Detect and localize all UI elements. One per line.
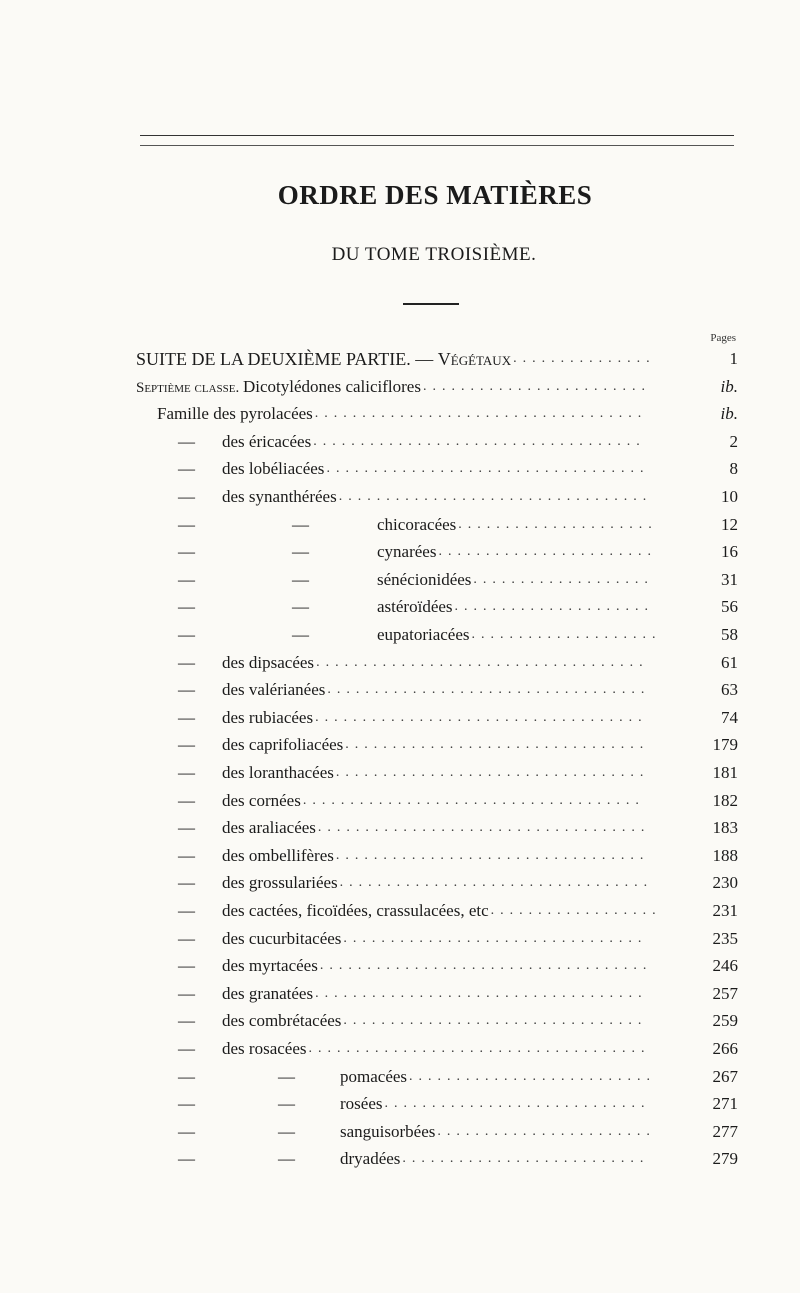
toc-entry-title: des cactées, ficoïdées, crassulacées, etc xyxy=(222,901,489,920)
ditto-dash: — xyxy=(178,459,195,479)
ditto-dash: — xyxy=(178,1011,195,1031)
page-number: 56 xyxy=(721,597,738,617)
page-number: 1 xyxy=(729,349,738,368)
dot-leader: ............... xyxy=(513,351,656,366)
ditto-dash-secondary: — xyxy=(292,625,309,644)
toc-entry xyxy=(0,512,800,538)
dot-leader: ................................... xyxy=(317,820,651,836)
toc-entry xyxy=(0,594,800,620)
dot-leader: ................................ xyxy=(345,737,650,753)
dot-leader: .................................... xyxy=(308,1041,651,1056)
page-number: 257 xyxy=(712,983,738,1003)
ditto-dash-secondary: — xyxy=(292,569,309,589)
toc-entry-title: des araliacées xyxy=(222,818,316,838)
dot-leader: ................................ xyxy=(343,1013,648,1029)
ditto-dash-secondary: — xyxy=(278,1149,295,1169)
ditto-dash: — xyxy=(178,763,195,782)
toc-entry xyxy=(0,926,800,952)
toc-entry-title: des combrétacées xyxy=(222,1011,342,1031)
ditto-dash: — xyxy=(178,431,195,451)
page-number: 61 xyxy=(721,652,738,672)
page-number: ib. xyxy=(720,376,738,396)
dot-leader: ................... xyxy=(473,571,654,587)
toc-entry-title: Septième classe. Dicotylédones caliciflores xyxy=(136,376,421,396)
ditto-dash: — xyxy=(178,1039,195,1058)
page-number: 266 xyxy=(712,1039,738,1058)
ditto-dash: — xyxy=(178,680,195,700)
dot-leader: .................................. xyxy=(327,682,651,698)
top-double-rule xyxy=(140,135,734,146)
toc-entry-title: sanguisorbées xyxy=(340,1121,436,1141)
ditto-dash: — xyxy=(178,569,195,589)
toc-entry xyxy=(0,815,800,841)
toc-entry-title: des rubiacées xyxy=(222,707,314,727)
ditto-dash: — xyxy=(178,1149,195,1169)
page-number: 74 xyxy=(721,707,738,727)
page-number: 267 xyxy=(712,1066,738,1086)
dot-leader: ................................... xyxy=(313,433,646,449)
page-number: ib. xyxy=(720,404,738,424)
toc-entry xyxy=(0,677,800,703)
dot-leader: .................................... xyxy=(302,792,645,808)
toc-entry-title: astéroïdées xyxy=(377,597,453,617)
ditto-dash: — xyxy=(178,735,195,755)
dot-leader: ....................... xyxy=(438,544,657,560)
page-number: 188 xyxy=(712,845,738,865)
toc-entry-title: chicoracées xyxy=(377,514,457,534)
toc-entry-title: des valérianées xyxy=(222,680,326,700)
page-number: 235 xyxy=(712,928,738,948)
dot-leader: ..................... xyxy=(454,599,655,615)
dot-leader: ............................ xyxy=(384,1096,651,1112)
page-number: 31 xyxy=(721,569,738,589)
toc-entry xyxy=(0,760,800,786)
toc-entry xyxy=(0,429,800,455)
ditto-dash: — xyxy=(178,625,195,644)
ditto-dash-secondary: — xyxy=(292,514,309,534)
toc-entry xyxy=(0,1146,800,1172)
page-number: 10 xyxy=(721,487,738,506)
toc-entry xyxy=(0,732,800,758)
toc-entry-title: rosées xyxy=(340,1094,383,1114)
toc-entry xyxy=(0,1064,800,1090)
dot-leader: .................................. xyxy=(326,461,650,477)
page-number: 58 xyxy=(721,625,738,644)
toc-entry-title: dryadées xyxy=(340,1149,401,1169)
toc-entry xyxy=(0,1008,800,1034)
page-number: 2 xyxy=(729,431,738,451)
toc-entry xyxy=(0,346,800,372)
ditto-dash: — xyxy=(178,956,195,976)
ditto-dash-secondary: — xyxy=(292,542,309,562)
toc-entry-title: SUITE DE LA DEUXIÈME PARTIE. — Végétaux xyxy=(136,349,512,369)
ditto-dash-secondary: — xyxy=(292,597,309,617)
dot-leader: ................................. xyxy=(335,765,650,780)
pages-column-label: Pages xyxy=(710,332,736,344)
toc-entry xyxy=(0,456,800,482)
dot-leader: ................................... xyxy=(319,958,653,974)
ditto-dash: — xyxy=(178,514,195,534)
ditto-dash: — xyxy=(178,597,195,617)
toc-entry-title: des granatées xyxy=(222,983,314,1003)
ditto-dash: — xyxy=(178,1066,195,1086)
toc-entry xyxy=(0,484,800,510)
page-number: 259 xyxy=(712,1011,738,1031)
dot-leader: ................................. xyxy=(335,847,650,863)
page-number: 182 xyxy=(712,790,738,810)
toc-entry xyxy=(0,843,800,869)
ditto-dash: — xyxy=(178,901,195,920)
toc-entry-title: des dipsacées xyxy=(222,652,315,672)
toc-entry xyxy=(0,981,800,1007)
page-number: 179 xyxy=(712,735,738,755)
toc-entry xyxy=(0,1091,800,1117)
toc-entry-title: des myrtacées xyxy=(222,956,318,976)
ditto-dash: — xyxy=(178,818,195,838)
dot-leader: .................... xyxy=(471,627,662,642)
page-number: 63 xyxy=(721,680,738,700)
toc-entry-title: des loranthacées xyxy=(222,763,334,782)
ditto-dash: — xyxy=(178,845,195,865)
toc-entry-title: des grossulariées xyxy=(222,873,338,893)
toc-entry-title: des caprifoliacées xyxy=(222,735,344,755)
ditto-dash: — xyxy=(178,873,195,893)
toc-entry-title: Famille des pyrolacées xyxy=(157,404,313,424)
toc-entry-title: des rosacées xyxy=(222,1039,307,1058)
toc-entry xyxy=(0,401,800,427)
dot-leader: .......................... xyxy=(409,1068,657,1084)
toc-entry xyxy=(0,1036,800,1062)
dot-leader: ................................. xyxy=(338,489,653,504)
ditto-dash-secondary: — xyxy=(278,1066,295,1086)
ditto-dash: — xyxy=(178,487,195,506)
toc-entry xyxy=(0,622,800,648)
dot-leader: ................................... xyxy=(316,654,649,670)
dot-leader: .......................... xyxy=(402,1151,650,1167)
ditto-dash-secondary: — xyxy=(278,1121,295,1141)
page-title: ORDRE DES MATIÈRES xyxy=(277,180,593,210)
page-number: 279 xyxy=(712,1149,738,1169)
toc-entry xyxy=(0,1119,800,1145)
dot-leader: ................................... xyxy=(315,709,648,725)
page-subtitle: DU TOME TROISIÈME. xyxy=(331,244,537,265)
page-number: 183 xyxy=(712,818,738,838)
toc-entry xyxy=(0,650,800,676)
dot-leader: ................................... xyxy=(315,985,648,1001)
dot-leader: ..................... xyxy=(458,516,658,532)
toc-entry xyxy=(0,567,800,593)
toc-entry-title: pomacées xyxy=(340,1066,408,1086)
dot-leader: ....................... xyxy=(437,1123,656,1139)
ditto-dash: — xyxy=(178,983,195,1003)
toc-entry-title: des ombellifères xyxy=(222,845,334,865)
toc-entry-title: des lobéliacées xyxy=(222,459,325,479)
dot-leader: .................. xyxy=(490,903,662,918)
dot-leader: ................................... xyxy=(314,406,648,422)
page-number: 181 xyxy=(712,763,738,782)
dot-leader: ................................ xyxy=(343,930,648,946)
toc-entry xyxy=(0,898,800,924)
page-number: 230 xyxy=(712,873,738,893)
toc-entry-title: des cucurbitacées xyxy=(222,928,342,948)
ditto-dash: — xyxy=(178,928,195,948)
toc-entry xyxy=(0,374,800,400)
ditto-dash: — xyxy=(178,790,195,810)
toc-entry xyxy=(0,788,800,814)
toc-entry-title: des synanthérées xyxy=(222,487,337,506)
ditto-dash: — xyxy=(178,652,195,672)
page-number: 16 xyxy=(721,542,738,562)
dot-leader: ................................. xyxy=(339,875,654,891)
toc-entry xyxy=(0,705,800,731)
toc-entry xyxy=(0,953,800,979)
toc-entry-title: cynarées xyxy=(377,542,437,562)
ditto-dash: — xyxy=(178,542,195,562)
toc-entry-title: eupatoriacées xyxy=(377,625,470,644)
page-number: 246 xyxy=(712,956,738,976)
toc-entry-title: sénécionidées xyxy=(377,569,472,589)
toc-entry-title: des cornées xyxy=(222,790,301,810)
toc-entry-title: des éricacées xyxy=(222,431,312,451)
page-number: 277 xyxy=(712,1121,738,1141)
dot-leader: ........................ xyxy=(422,378,651,394)
toc-entry xyxy=(0,539,800,565)
page-number: 231 xyxy=(712,901,738,920)
ditto-dash-secondary: — xyxy=(278,1094,295,1114)
page-number: 271 xyxy=(712,1094,738,1114)
title-divider xyxy=(403,303,459,305)
toc-entry xyxy=(0,870,800,896)
page-number: 12 xyxy=(721,514,738,534)
page-number: 8 xyxy=(729,459,738,479)
ditto-dash: — xyxy=(178,1121,195,1141)
ditto-dash: — xyxy=(178,707,195,727)
ditto-dash: — xyxy=(178,1094,195,1114)
